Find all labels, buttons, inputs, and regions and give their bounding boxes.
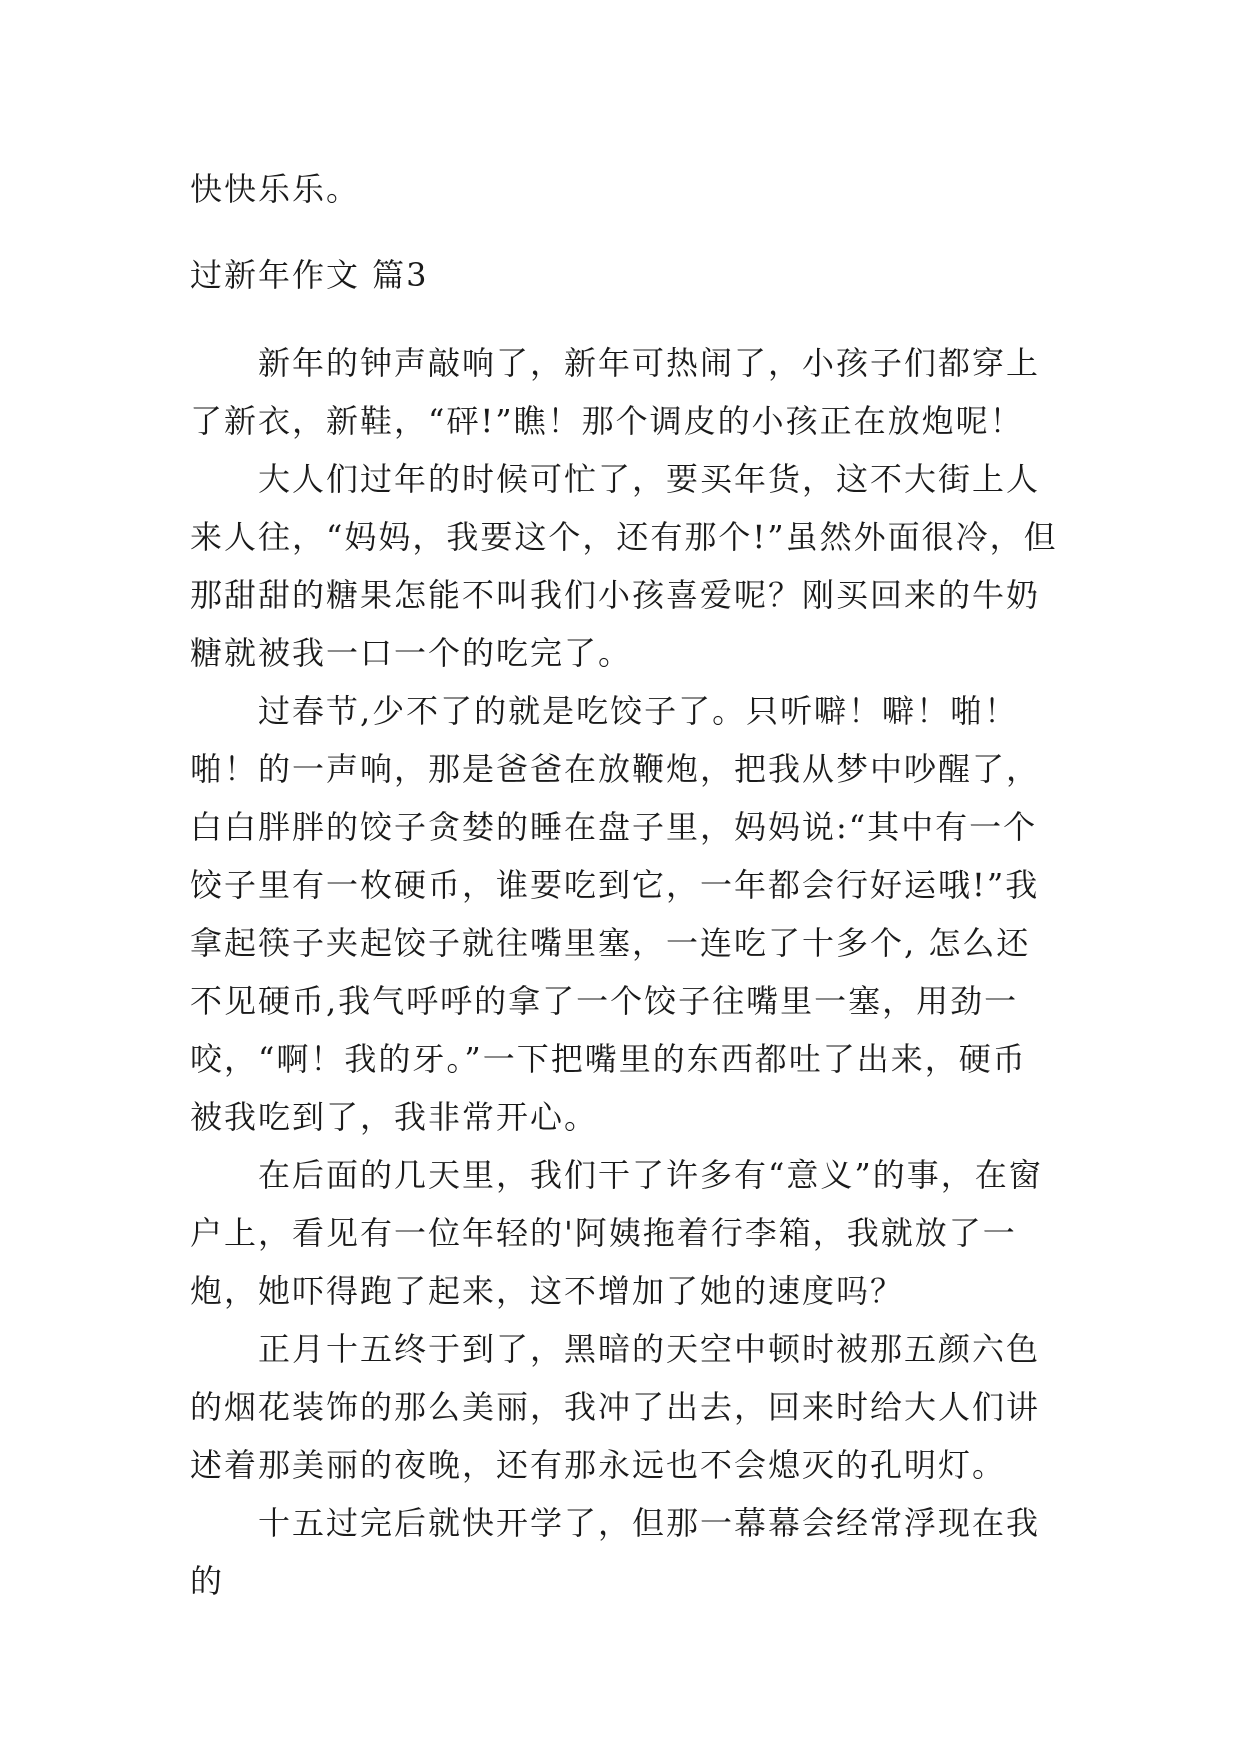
previous-essay-ending: 快快乐乐。 [190,170,361,208]
paragraph-1: 新年的钟声敲响了，新年可热闹了，小孩子们都穿上了新衣，新鞋，“砰!”瞧！那个调皮的小孩正在放炮呢！ [190,344,1041,440]
essay-heading: 过新年作文 篇3 [190,256,429,294]
paragraph-3: 过春节,少不了的就是吃饺子了。只听噼！噼！啪！啪！的一声响，那是爸爸在放鞭炮，把我从梦中吵醒了，白白胖胖的饺子贪婪的睡在盘子里，妈妈说:“其中有一个饺子里有一枚硬币，谁要吃到它，一年都会行好运哦!”我拿起筷子夹起饺子就往嘴里塞，一连吃了十多个, 怎么还不见硬币,我气呼呼的拿了一个饺子往嘴里一塞，用劲一咬，“啊！我的牙。”一下把嘴里的东西都吐了出来，硬币被我吃到了，我非常开心。 [190,692,1041,1136]
paragraph-4: 在后面的几天里，我们干了许多有“意义”的事，在窗户上，看见有一位年轻的'阿姨拖着行李箱，我就放了一炮，她吓得跑了起来，这不增加了她的速度吗？ [190,1156,1043,1310]
paragraph-2: 大人们过年的时候可忙了，要买年货，这不大街上人来人往，“妈妈，我要这个，还有那个!”虽然外面很冷，但那甜甜的糖果怎能不叫我们小孩喜爱呢？刚买回来的牛奶糖就被我一口一个的吃完了。 [190,460,1058,672]
paragraph-5: 正月十五终于到了，黑暗的天空中顿时被那五颜六色的烟花装饰的那么美丽，我冲了出去，回来时给大人们讲述着那美丽的夜晚，还有那永远也不会熄灭的孔明灯。 [190,1330,1041,1484]
essay-body [190,334,1060,1610]
paragraph-6: 十五过完后就快开学了，但那一幕幕会经常浮现在我的 [190,1504,1041,1600]
